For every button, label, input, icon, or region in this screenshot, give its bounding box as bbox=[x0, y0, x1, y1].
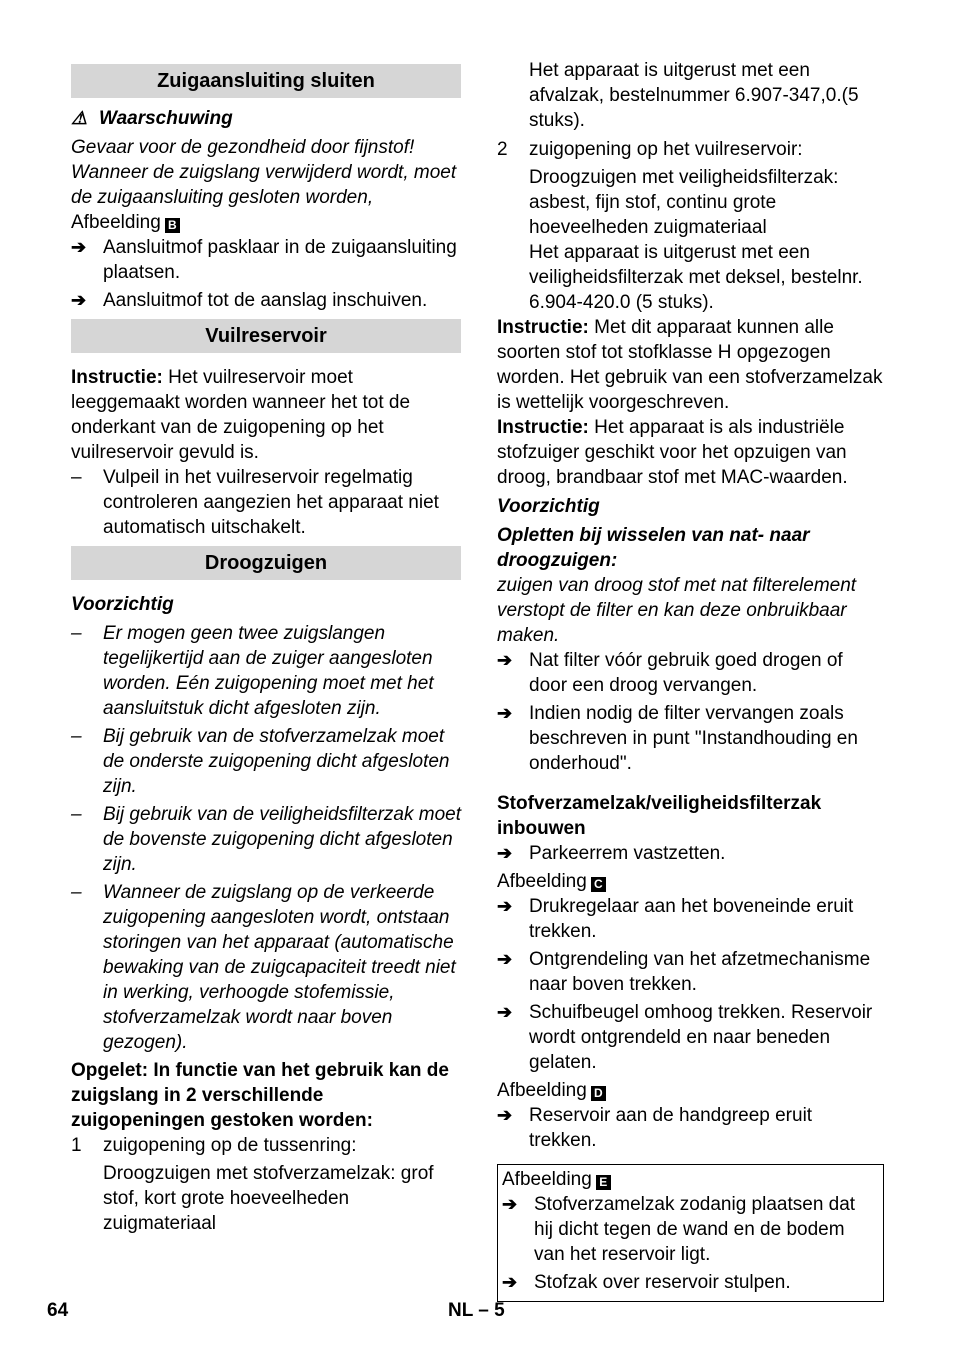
subsection-title: Stofverzamelzak/veiligheidsfilterzak inbouwen bbox=[497, 793, 822, 839]
instruction: Instructie: Het vuilreservoir moet leeggemaakt worden wanneer het tot de onderkant van de zuigopening op het vuilreservoir gevuld is. bbox=[71, 367, 411, 463]
figure-ref: Afbeelding C bbox=[497, 869, 884, 894]
instruction: Instructie: Met dit apparaat kunnen alle soorten stof tot stofklasse H opgezogen worden. Het gebruik van een stofverzamelzak is wettelijk voorgeschreven. bbox=[497, 317, 883, 413]
numbered-item-text: Droogzuigen met stofverzamelzak: grof stof, kort grote hoeveelheden zuigmateriaal bbox=[103, 1163, 434, 1234]
step-item: ➔ Reservoir aan de handgreep eruit trekken. bbox=[497, 1105, 813, 1151]
caution-title: Voorzichtig bbox=[497, 496, 600, 517]
arrow-icon: ➔ bbox=[502, 1194, 518, 1214]
step-item: ➔ Nat filter vóór gebruik goed drogen of door een droog vervangen. bbox=[497, 650, 843, 696]
arrow-icon: ➔ bbox=[71, 237, 87, 257]
step-item: ➔ Indien nodig de filter vervangen zoals beschreven in punt "Instandhouding en onderhoud". bbox=[497, 703, 858, 774]
figure-e-badge: E bbox=[596, 1175, 611, 1190]
caution-item: – Bij gebruik van de veiligheidsfilterzak moet de bovenste zuigopening dicht afgesloten zijn. bbox=[71, 804, 462, 875]
dash-item: – Vulpeil in het vuilreservoir regelmatig controleren aangezien het apparaat niet automatisch uitschakelt. bbox=[71, 467, 439, 538]
caution-item: – Wanneer de zuigslang op de verkeerde zuigopening aangesloten wordt, ontstaan storingen van het apparaat (automatische bewaking van de zuigcapaciteit treedt niet in werking, verhoogde stofemissie, stofverzamelzak wordt naar boven gezogen). bbox=[71, 882, 456, 1053]
figure-ref: Afbeelding D bbox=[497, 1078, 884, 1103]
numbered-item: 1 zuigopening op de tussenring: bbox=[71, 1135, 357, 1156]
numbered-item-text: Het apparaat is uitgerust met een veiligheidsfilterzak met deksel, bestelnr. 6.904-420.0 (5 stuks). bbox=[529, 242, 863, 313]
caution-subtitle: Opletten bij wisselen van nat- naar droogzuigen: bbox=[497, 525, 810, 571]
arrow-icon: ➔ bbox=[497, 1105, 513, 1125]
attention-text: Opgelet: In functie van het gebruik kan de zuigslang in 2 verschillende zuigopeningen gestoken worden: bbox=[71, 1060, 449, 1131]
section-heading: Droogzuigen bbox=[71, 546, 461, 580]
arrow-icon: ➔ bbox=[497, 703, 513, 723]
figure-ref: Afbeelding E bbox=[502, 1167, 879, 1192]
figure-ref: Afbeelding B bbox=[71, 210, 461, 235]
arrow-icon: ➔ bbox=[497, 896, 513, 916]
warning-triangle-icon: ⚠ bbox=[71, 108, 88, 128]
numbered-item-text: Droogzuigen met veiligheidsfilterzak: asbest, fijn stof, continu grote hoeveelheden zuigmateriaal bbox=[529, 167, 839, 238]
step-item: ➔ Stofverzamelzak zodanig plaatsen dat hij dicht tegen de wand en de bodem van het reservoir ligt. bbox=[502, 1194, 856, 1265]
caution-item: – Er mogen geen twee zuigslangen tegelijkertijd aan de zuiger aangesloten worden. Eén zuigopening moet met het aansluitstuk dicht afgesloten zijn. bbox=[71, 623, 434, 719]
figure-c-badge: C bbox=[591, 877, 606, 892]
arrow-icon: ➔ bbox=[497, 1002, 513, 1022]
instruction: Instructie: Het apparaat is als industriële stofzuiger geschikt voor het opzuigen van droog, brandbaar stof met MAC-waarden. bbox=[497, 417, 848, 488]
figure-d-badge: D bbox=[591, 1086, 606, 1101]
figure-b-badge: B bbox=[165, 218, 180, 233]
step-item: ➔ Drukregelaar aan het boveneinde eruit trekken. bbox=[497, 896, 854, 942]
figure-e-box bbox=[497, 1164, 884, 1302]
step-item: ➔ Parkeerrem vastzetten. bbox=[497, 843, 726, 864]
step-item: ➔ Ontgrendeling van het afzetmechanisme naar boven trekken. bbox=[497, 949, 871, 995]
section-heading: Vuilreservoir bbox=[71, 319, 461, 353]
page-number: 64 bbox=[47, 1300, 69, 1321]
numbered-item: 2 zuigopening op het vuilreservoir: bbox=[497, 139, 803, 160]
numbered-item-text: Het apparaat is uitgerust met een afvalzak, bestelnummer 6.907-347,0.(5 stuks). bbox=[529, 60, 859, 131]
caution-title: Voorzichtig bbox=[71, 594, 174, 615]
caution-text: zuigen van droog stof met nat filterelement verstopt de filter en kan deze onbruikbaar maken. bbox=[497, 575, 857, 646]
right-column bbox=[497, 58, 884, 1302]
left-column bbox=[71, 58, 461, 1236]
warning-title: ⚠ Waarschuwing bbox=[71, 108, 233, 129]
arrow-icon: ➔ bbox=[502, 1272, 518, 1292]
step-item: ➔ Stofzak over reservoir stulpen. bbox=[502, 1272, 791, 1293]
arrow-icon: ➔ bbox=[497, 843, 513, 863]
arrow-icon: ➔ bbox=[497, 949, 513, 969]
arrow-icon: ➔ bbox=[71, 290, 87, 310]
step-item: ➔ Aansluitmof tot de aanslag inschuiven. bbox=[71, 290, 428, 311]
step-item: ➔ Aansluitmof pasklaar in de zuigaansluiting plaatsen. bbox=[71, 237, 457, 283]
step-item: ➔ Schuifbeugel omhoog trekken. Reservoir wordt ontgrendeld en naar beneden gelaten. bbox=[497, 1002, 873, 1073]
arrow-icon: ➔ bbox=[497, 650, 513, 670]
section-heading: Zuigaansluiting sluiten bbox=[71, 64, 461, 98]
warning-text: Gevaar voor de gezondheid door fijnstof! Wanneer de zuigslang verwijderd wordt, moet de zuigaansluiting gesloten worden, bbox=[71, 137, 457, 208]
footer-language: NL – 5 bbox=[448, 1300, 505, 1321]
caution-item: – Bij gebruik van de stofverzamelzak moet de onderste zuigopening dicht afgesloten zijn. bbox=[71, 726, 450, 797]
